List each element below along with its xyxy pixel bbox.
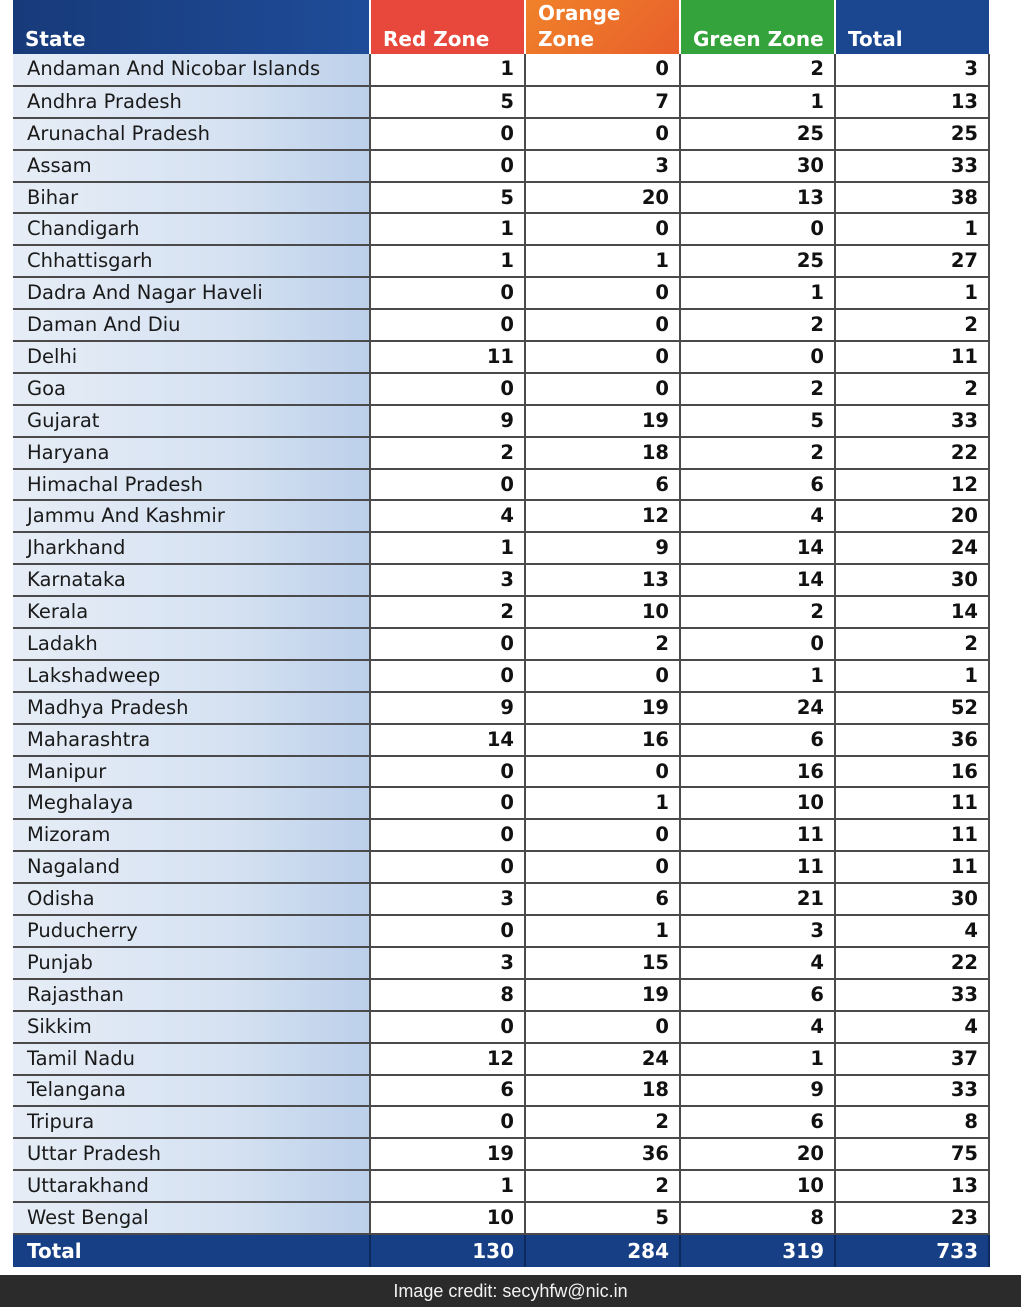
red-zone-cell: 0 <box>370 851 525 883</box>
red-zone-cell: 1 <box>370 1170 525 1202</box>
header-red-zone-label: Red Zone <box>383 27 490 51</box>
green-zone-cell: 0 <box>680 341 835 373</box>
total-cell: 23 <box>835 1202 989 1234</box>
orange-zone-cell: 10 <box>525 596 680 628</box>
total-cell: 11 <box>835 819 989 851</box>
total-cell: 30 <box>835 883 989 915</box>
green-zone-cell: 1 <box>680 86 835 118</box>
red-zone-cell: 9 <box>370 405 525 437</box>
green-zone-cell: 20 <box>680 1138 835 1170</box>
orange-zone-cell: 0 <box>525 341 680 373</box>
green-zone-cell: 1 <box>680 1043 835 1075</box>
footer-total-row <box>13 1234 989 1267</box>
table-row <box>13 405 989 437</box>
total-cell: 13 <box>835 86 989 118</box>
green-zone-cell: 2 <box>680 373 835 405</box>
state-cell: Karnataka <box>13 564 370 596</box>
orange-zone-cell: 1 <box>525 787 680 819</box>
orange-zone-cell: 12 <box>525 500 680 532</box>
state-cell: Delhi <box>13 341 370 373</box>
green-zone-cell: 4 <box>680 947 835 979</box>
red-zone-cell: 2 <box>370 437 525 469</box>
total-cell: 12 <box>835 469 989 501</box>
orange-zone-cell: 18 <box>525 1075 680 1107</box>
red-zone-cell: 4 <box>370 500 525 532</box>
green-zone-cell: 11 <box>680 851 835 883</box>
total-cell: 27 <box>835 245 989 277</box>
orange-zone-cell: 5 <box>525 1202 680 1234</box>
red-zone-cell: 0 <box>370 469 525 501</box>
red-zone-cell: 0 <box>370 309 525 341</box>
orange-zone-cell: 0 <box>525 54 680 86</box>
table-row <box>13 213 989 245</box>
footer-green-total: 319 <box>680 1234 835 1267</box>
green-zone-cell: 13 <box>680 182 835 214</box>
footer-orange-total: 284 <box>525 1234 680 1267</box>
red-zone-cell: 10 <box>370 1202 525 1234</box>
table-row <box>13 1106 989 1138</box>
red-zone-cell: 0 <box>370 1106 525 1138</box>
orange-zone-cell: 19 <box>525 405 680 437</box>
red-zone-cell: 11 <box>370 341 525 373</box>
state-cell: Andhra Pradesh <box>13 86 370 118</box>
table-row <box>13 86 989 118</box>
state-cell: Assam <box>13 150 370 182</box>
total-cell: 3 <box>835 54 989 86</box>
state-cell: Mizoram <box>13 819 370 851</box>
state-cell: Daman And Diu <box>13 309 370 341</box>
table-row <box>13 979 989 1011</box>
total-cell: 8 <box>835 1106 989 1138</box>
orange-zone-cell: 2 <box>525 628 680 660</box>
green-zone-cell: 1 <box>680 660 835 692</box>
green-zone-cell: 14 <box>680 532 835 564</box>
red-zone-cell: 6 <box>370 1075 525 1107</box>
orange-zone-cell: 15 <box>525 947 680 979</box>
green-zone-cell: 2 <box>680 309 835 341</box>
table-row <box>13 150 989 182</box>
state-cell: Sikkim <box>13 1011 370 1043</box>
green-zone-cell: 21 <box>680 883 835 915</box>
table-row <box>13 596 989 628</box>
state-cell: Uttarakhand <box>13 1170 370 1202</box>
orange-zone-cell: 0 <box>525 1011 680 1043</box>
state-cell: Tripura <box>13 1106 370 1138</box>
table-row <box>13 1170 989 1202</box>
state-cell: Haryana <box>13 437 370 469</box>
header-green-zone-label: Green Zone <box>693 27 824 51</box>
state-cell: Meghalaya <box>13 787 370 819</box>
green-zone-cell: 1 <box>680 277 835 309</box>
green-zone-cell: 2 <box>680 596 835 628</box>
state-cell: Telangana <box>13 1075 370 1107</box>
total-cell: 52 <box>835 692 989 724</box>
table-row <box>13 532 989 564</box>
green-zone-cell: 0 <box>680 628 835 660</box>
total-cell: 33 <box>835 150 989 182</box>
total-cell: 75 <box>835 1138 989 1170</box>
orange-zone-cell: 6 <box>525 469 680 501</box>
orange-zone-cell: 0 <box>525 819 680 851</box>
table-row <box>13 1138 989 1170</box>
green-zone-cell: 11 <box>680 819 835 851</box>
table-row <box>13 54 989 86</box>
table-row <box>13 469 989 501</box>
green-zone-cell: 6 <box>680 1106 835 1138</box>
red-zone-cell: 8 <box>370 979 525 1011</box>
footer-grand-total: 733 <box>835 1234 989 1267</box>
state-cell: Maharashtra <box>13 724 370 756</box>
orange-zone-cell: 7 <box>525 86 680 118</box>
red-zone-cell: 5 <box>370 182 525 214</box>
green-zone-cell: 8 <box>680 1202 835 1234</box>
total-cell: 16 <box>835 756 989 788</box>
total-cell: 11 <box>835 341 989 373</box>
green-zone-cell: 6 <box>680 979 835 1011</box>
total-cell: 24 <box>835 532 989 564</box>
header-state <box>13 0 370 54</box>
table-row <box>13 373 989 405</box>
table-row <box>13 1075 989 1107</box>
red-zone-cell: 0 <box>370 118 525 150</box>
green-zone-cell: 25 <box>680 245 835 277</box>
state-cell: Dadra And Nagar Haveli <box>13 277 370 309</box>
state-cell: Chandigarh <box>13 213 370 245</box>
table-row <box>13 309 989 341</box>
red-zone-cell: 0 <box>370 150 525 182</box>
red-zone-cell: 0 <box>370 660 525 692</box>
state-cell: West Bengal <box>13 1202 370 1234</box>
green-zone-cell: 14 <box>680 564 835 596</box>
orange-zone-cell: 0 <box>525 756 680 788</box>
orange-zone-cell: 18 <box>525 437 680 469</box>
table-row <box>13 564 989 596</box>
green-zone-cell: 6 <box>680 469 835 501</box>
table-row <box>13 341 989 373</box>
header-orange-zone <box>525 0 680 54</box>
orange-zone-cell: 9 <box>525 532 680 564</box>
red-zone-cell: 1 <box>370 213 525 245</box>
header-orange-line1: Orange <box>538 1 621 25</box>
red-zone-cell: 1 <box>370 245 525 277</box>
orange-zone-cell: 0 <box>525 660 680 692</box>
header-green-zone <box>680 0 835 54</box>
table-row <box>13 182 989 214</box>
red-zone-cell: 0 <box>370 628 525 660</box>
orange-zone-cell: 0 <box>525 118 680 150</box>
orange-zone-cell: 6 <box>525 883 680 915</box>
green-zone-cell: 25 <box>680 118 835 150</box>
total-cell: 38 <box>835 182 989 214</box>
total-cell: 2 <box>835 373 989 405</box>
orange-zone-cell: 0 <box>525 373 680 405</box>
table-row <box>13 692 989 724</box>
total-cell: 11 <box>835 851 989 883</box>
orange-zone-cell: 36 <box>525 1138 680 1170</box>
state-cell: Uttar Pradesh <box>13 1138 370 1170</box>
red-zone-cell: 1 <box>370 532 525 564</box>
state-cell: Himachal Pradesh <box>13 469 370 501</box>
table-row <box>13 500 989 532</box>
orange-zone-cell: 0 <box>525 851 680 883</box>
total-cell: 36 <box>835 724 989 756</box>
total-cell: 22 <box>835 437 989 469</box>
green-zone-cell: 2 <box>680 54 835 86</box>
total-cell: 4 <box>835 1011 989 1043</box>
zone-table-body <box>13 54 989 1234</box>
table-row <box>13 118 989 150</box>
orange-zone-cell: 0 <box>525 309 680 341</box>
header-total-label: Total <box>848 27 903 51</box>
orange-zone-cell: 16 <box>525 724 680 756</box>
image-credit: Image credit: secyhfw@nic.in <box>0 1275 1021 1307</box>
state-cell: Odisha <box>13 883 370 915</box>
orange-zone-cell: 13 <box>525 564 680 596</box>
state-cell: Arunachal Pradesh <box>13 118 370 150</box>
state-cell: Ladakh <box>13 628 370 660</box>
footer-red-total: 130 <box>370 1234 525 1267</box>
total-cell: 14 <box>835 596 989 628</box>
table-row <box>13 1202 989 1234</box>
total-cell: 33 <box>835 405 989 437</box>
table-row <box>13 947 989 979</box>
total-cell: 33 <box>835 1075 989 1107</box>
total-cell: 22 <box>835 947 989 979</box>
state-cell: Jammu And Kashmir <box>13 500 370 532</box>
state-cell: Andaman And Nicobar Islands <box>13 54 370 86</box>
orange-zone-cell: 0 <box>525 277 680 309</box>
orange-zone-cell: 24 <box>525 1043 680 1075</box>
orange-zone-cell: 1 <box>525 245 680 277</box>
state-cell: Bihar <box>13 182 370 214</box>
green-zone-cell: 16 <box>680 756 835 788</box>
red-zone-cell: 3 <box>370 883 525 915</box>
table-row <box>13 883 989 915</box>
table-row <box>13 245 989 277</box>
green-zone-cell: 24 <box>680 692 835 724</box>
total-cell: 13 <box>835 1170 989 1202</box>
total-cell: 30 <box>835 564 989 596</box>
total-cell: 11 <box>835 787 989 819</box>
header-state-label: State <box>25 27 86 51</box>
state-cell: Goa <box>13 373 370 405</box>
orange-zone-cell: 1 <box>525 915 680 947</box>
green-zone-cell: 3 <box>680 915 835 947</box>
state-cell: Rajasthan <box>13 979 370 1011</box>
header-orange-line2: Zone <box>538 27 595 51</box>
total-cell: 20 <box>835 500 989 532</box>
footer-label: Total <box>13 1234 370 1267</box>
total-cell: 1 <box>835 213 989 245</box>
state-cell: Nagaland <box>13 851 370 883</box>
green-zone-cell: 10 <box>680 787 835 819</box>
state-cell: Chhattisgarh <box>13 245 370 277</box>
green-zone-cell: 5 <box>680 405 835 437</box>
red-zone-cell: 0 <box>370 915 525 947</box>
red-zone-cell: 5 <box>370 86 525 118</box>
green-zone-cell: 6 <box>680 724 835 756</box>
state-cell: Gujarat <box>13 405 370 437</box>
total-cell: 2 <box>835 309 989 341</box>
table-row <box>13 756 989 788</box>
red-zone-cell: 19 <box>370 1138 525 1170</box>
state-cell: Madhya Pradesh <box>13 692 370 724</box>
header-total <box>835 0 989 54</box>
table-row <box>13 819 989 851</box>
table-row <box>13 437 989 469</box>
green-zone-cell: 30 <box>680 150 835 182</box>
orange-zone-cell: 2 <box>525 1170 680 1202</box>
green-zone-cell: 4 <box>680 1011 835 1043</box>
red-zone-cell: 0 <box>370 373 525 405</box>
total-cell: 1 <box>835 660 989 692</box>
total-cell: 4 <box>835 915 989 947</box>
table-row <box>13 660 989 692</box>
table-row <box>13 1011 989 1043</box>
state-cell: Punjab <box>13 947 370 979</box>
red-zone-cell: 0 <box>370 756 525 788</box>
state-cell: Lakshadweep <box>13 660 370 692</box>
green-zone-cell: 9 <box>680 1075 835 1107</box>
green-zone-cell: 10 <box>680 1170 835 1202</box>
total-cell: 25 <box>835 118 989 150</box>
table-row <box>13 277 989 309</box>
table-row <box>13 724 989 756</box>
red-zone-cell: 14 <box>370 724 525 756</box>
total-cell: 2 <box>835 628 989 660</box>
orange-zone-cell: 19 <box>525 979 680 1011</box>
red-zone-cell: 0 <box>370 787 525 819</box>
header-row <box>13 0 989 54</box>
state-cell: Kerala <box>13 596 370 628</box>
table-row <box>13 628 989 660</box>
table-row <box>13 915 989 947</box>
red-zone-cell: 3 <box>370 947 525 979</box>
green-zone-cell: 4 <box>680 500 835 532</box>
orange-zone-cell: 19 <box>525 692 680 724</box>
orange-zone-cell: 0 <box>525 213 680 245</box>
total-cell: 37 <box>835 1043 989 1075</box>
total-cell: 33 <box>835 979 989 1011</box>
green-zone-cell: 0 <box>680 213 835 245</box>
orange-zone-cell: 20 <box>525 182 680 214</box>
red-zone-cell: 12 <box>370 1043 525 1075</box>
total-cell: 1 <box>835 277 989 309</box>
table-row <box>13 1043 989 1075</box>
orange-zone-cell: 3 <box>525 150 680 182</box>
orange-zone-cell: 2 <box>525 1106 680 1138</box>
zone-table <box>13 0 990 1267</box>
red-zone-cell: 0 <box>370 819 525 851</box>
table-row <box>13 787 989 819</box>
table-row <box>13 851 989 883</box>
state-cell: Tamil Nadu <box>13 1043 370 1075</box>
state-cell: Puducherry <box>13 915 370 947</box>
red-zone-cell: 3 <box>370 564 525 596</box>
red-zone-cell: 9 <box>370 692 525 724</box>
red-zone-cell: 0 <box>370 277 525 309</box>
red-zone-cell: 1 <box>370 54 525 86</box>
red-zone-cell: 0 <box>370 1011 525 1043</box>
state-cell: Jharkhand <box>13 532 370 564</box>
state-cell: Manipur <box>13 756 370 788</box>
red-zone-cell: 2 <box>370 596 525 628</box>
header-red-zone <box>370 0 525 54</box>
green-zone-cell: 2 <box>680 437 835 469</box>
